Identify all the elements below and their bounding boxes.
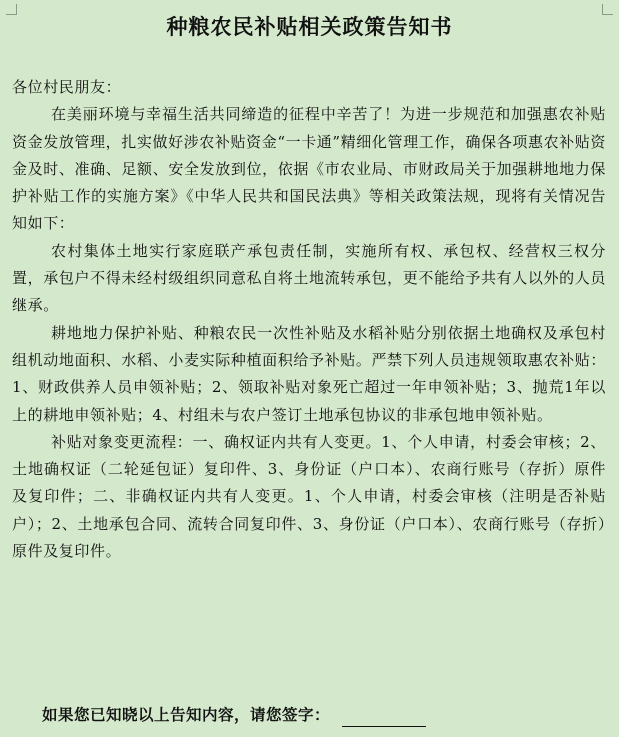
paragraph-change-process: 补贴对象变更流程：一、确权证内共有人变更。1、个人申请，村委会审核；2、土地确权证（二轮延包证）复印件、3、身份证（户口本）、农商行账号（存折）原件及复印件；二、非确权证内共有人变更。1、个人申请，村委会审核（注明是否补贴户）；2、土地承包合同、流转合同复印件、3、身份证（户口本）、农商行账号（存折）原件及复印件。 [12, 432, 606, 561]
signature-prompt: 如果您已知晓以上告知内容，请您签字： [42, 706, 331, 724]
paragraph-land-contract: 农村集体土地实行家庭联产承包责任制，实施所有权、承包权、经营权三权分置，承包户不得未经村级组织同意私自将土地流转承包，更不能给予共有人以外的人员继承。 [12, 241, 606, 315]
paragraph-intro: 在美丽环境与幸福生活共同缔造的征程中辛苦了！为进一步规范和加强惠农补贴资金发放管理，扎实做好涉农补贴资金“一卡通”精细化管理工作，确保各项惠农补贴资金及时、准确、足额、安全发放到位，依据《市农业局、市财政局关于加强耕地地力保护补贴工作的实施方案》《中华人民共和国民法典》等相关政策法规，现将有关情况告知如下： [12, 105, 606, 233]
signature-field[interactable] [342, 710, 426, 727]
greeting: 各位村民朋友： [12, 78, 122, 96]
document-title: 种粮农民补贴相关政策告知书 [166, 15, 453, 39]
paragraph-subsidy-rules: 耕地地力保护补贴、种粮农民一次性补贴及水稻补贴分别依据土地确权及承包村组机动地面积、水稻、小麦实际种植面积给予补贴。严禁下列人员违规领取惠农补贴：1、财政供养人员申领补贴；2、领取补贴对象死亡超过一年申领补贴；3、抛荒1年以上的耕地申领补贴；4、村组未与农户签订土地承包协议的非承包地申领补贴。 [12, 323, 606, 424]
signature-row [42, 703, 426, 727]
document-body [12, 74, 606, 565]
